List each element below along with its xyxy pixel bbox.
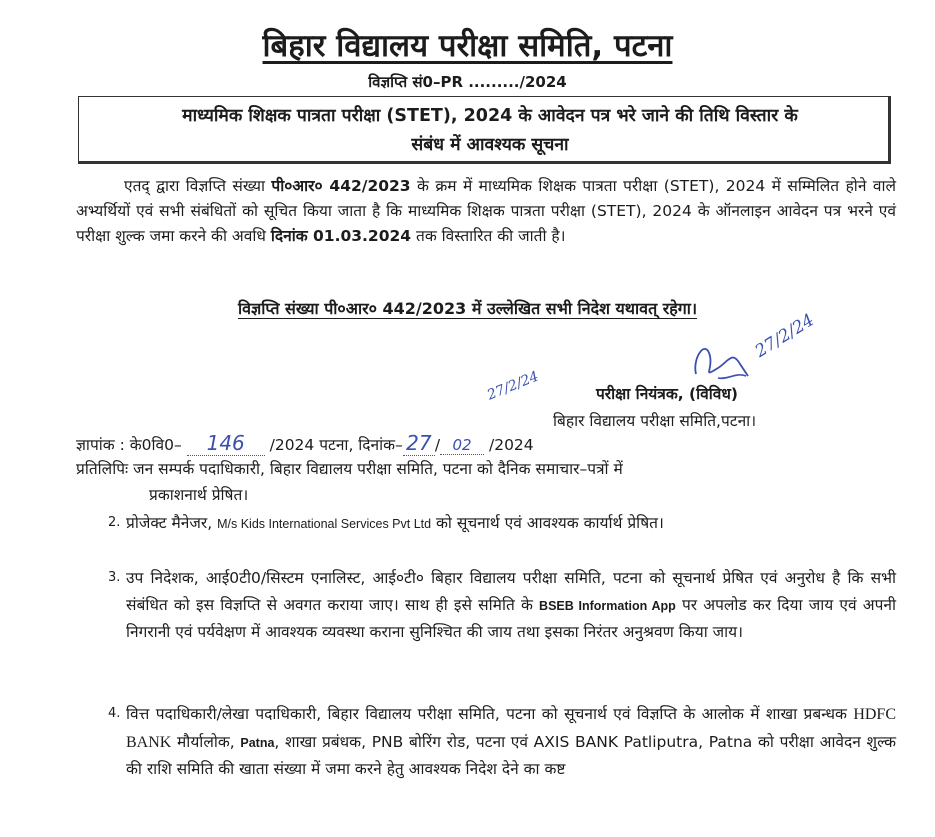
copy-to-block — [76, 456, 896, 508]
item-number: 3. — [108, 570, 121, 585]
copy-item-2 — [108, 510, 896, 538]
memo-reference: ज्ञापांक : के0वि0– 146 /2024 पटना, दिनांक– 27 / 02 /2024 — [76, 431, 534, 455]
item-text-latin: M/s Kids International Services Pvt Ltd — [217, 517, 432, 531]
item-text: वित्त पदाधिकारी/लेखा पदाधिकारी, बिहार विद्यालय परीक्षा समिति, पटना को सूचनार्थ एवं विज्ञप्ति के आलोक में शाखा प्रबन्धक — [126, 705, 854, 723]
memo-day: 27 — [406, 431, 432, 455]
copy-item-1: जन सम्पर्क पदाधिकारी, बिहार विद्यालय परीक्षा समिति, पटना को दैनिक समाचार–पत्रों में — [133, 460, 623, 478]
item-text: पर अपलोड कर दिया जाय एवं अपनी निगरानी एवं पर्यवेक्षण में आवश्यक व्यवस्था कराना सुनिश्चित की जाय तथा इसका निरंतर अनुश्रवण किया जाय। — [126, 595, 896, 641]
body-text: के क्रम में माध्यमिक शिक्षक पात्रता परीक्षा (STET), 2024 में सम्मिलित होने वाले अभ्यर्थियों एवं सभी संबंधितों को सूचित किया जाता है कि माध्यमिक शिक्षक पात्रता परीक्षा (STET), 2024 के ऑनलाइन आवेदन पत्र भरने एवं परीक्षा शुल्क जमा करने की अवधि — [76, 177, 897, 245]
item-text: उप निदेशक, आई0टी0/सिस्टम एनालिस्ट, आई०टी० बिहार विद्यालय परीक्षा समिति, पटना को सूचनार्थ प्रेषित एवं अनुरोध है कि सभी संबंधित को इस विज्ञप्ति से अवगत कराया जाए। साथ ही इसे समिति के — [126, 569, 896, 614]
subject-line-2: संबंध में आवश्यक सूचना — [411, 135, 569, 155]
initial-date: 27/2/24 — [484, 368, 542, 404]
copy-label: प्रतिलिपिः — [76, 460, 129, 478]
signatory-office: बिहार विद्यालय परीक्षा समिति,पटना। — [553, 412, 757, 430]
item-text: प्रोजेक्ट मैनेजर, — [126, 514, 218, 532]
item-text-latin: BSEB Information App — [539, 598, 676, 613]
item-text: , शाखा प्रबंधक, PNB बोरिंग रोड, पटना एवं AXIS BANK Patliputra, Patna को परीक्षा आवेदन शुल्क की राशि समिति की खाता संख्या में जमा करने हेतु आवश्यक निदेश देने का कष्ट — [126, 732, 896, 778]
item-text: मौर्यालोक, — [171, 732, 241, 751]
body-paragraph — [76, 174, 896, 249]
item-text: को सूचनार्थ एवं आवश्यक कार्यार्थ प्रेषित। — [431, 514, 664, 532]
copy-item-3 — [108, 565, 896, 646]
copy-item-1-cont: प्रकाशनार्थ प्रेषित। — [149, 486, 249, 504]
item-text-latin: Patna — [240, 735, 275, 750]
body-text: तक विस्तारित की जाती है। — [411, 227, 566, 245]
subject-line-1: माध्यमिक शिक्षक पात्रता परीक्षा (STET), 2024 के आवेदन पत्र भरे जाने की तिथि विस्तार के — [182, 106, 798, 126]
memo-prefix: ज्ञापांक : के0वि0– — [76, 436, 187, 454]
signatory-designation: परीक्षा नियंत्रक, (विविध) — [596, 385, 738, 403]
memo-suffix: /2024 — [484, 436, 534, 454]
signature-date: 27/2/24 — [751, 310, 818, 362]
item-number: 2. — [108, 515, 121, 530]
page-title: बिहार विद्यालय परीक्षा समिति, पटना — [262, 28, 673, 64]
directive-line: विज्ञप्ति संख्या पी०आर० 442/2023 में उल्लेखित सभी निदेश यथावत् रहेगा। — [237, 299, 698, 318]
notice-number: विज्ञप्ति सं0–PR ........./2024 — [368, 73, 567, 91]
body-text: एतद् द्वारा विज्ञप्ति संख्या — [124, 177, 272, 195]
memo-number: 146 — [206, 431, 245, 455]
copy-item-4 — [108, 701, 896, 783]
item-text-latin: HDFC BANK — [126, 706, 896, 751]
item-number: 4. — [108, 706, 121, 721]
ref-number-bold: पी०आर० 442/2023 — [271, 177, 411, 195]
memo-mid: /2024 पटना, दिनांक– — [264, 436, 403, 454]
subject-text — [90, 102, 890, 160]
date-bold: दिनांक 01.03.2024 — [270, 227, 412, 245]
memo-month: 02 — [452, 436, 472, 454]
